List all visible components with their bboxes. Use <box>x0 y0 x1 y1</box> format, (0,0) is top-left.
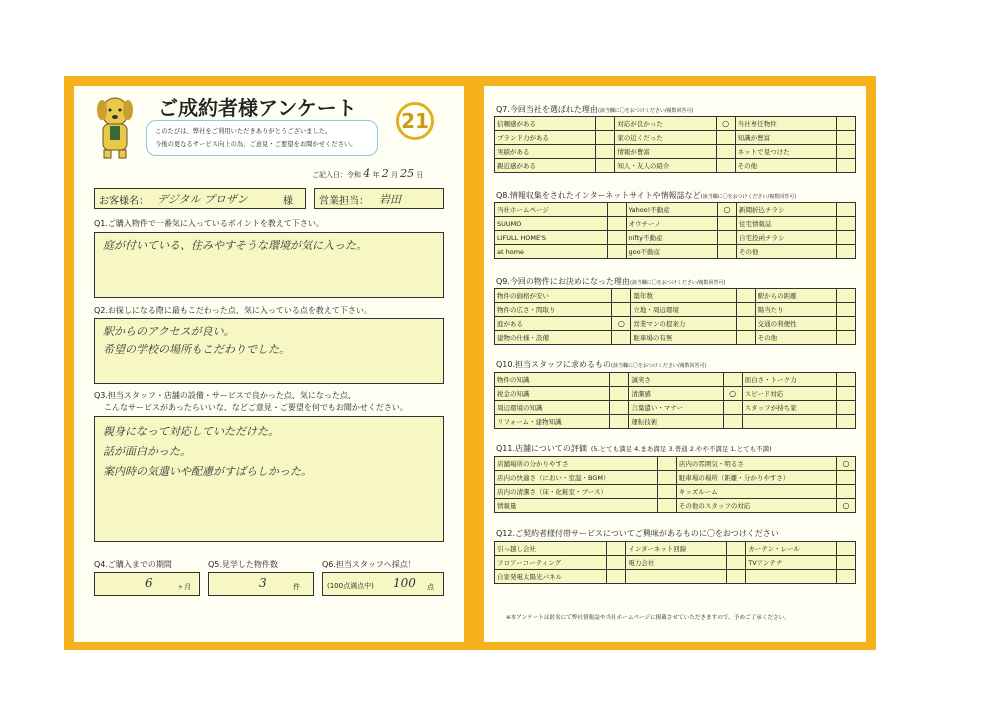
option-label: 立地・周辺環境 <box>631 303 736 317</box>
customer-name-field[interactable] <box>94 188 306 209</box>
q6-question: Q6.担当スタッフへ採点！ <box>322 560 416 569</box>
option-label: at home <box>495 245 608 259</box>
option-row <box>495 203 856 217</box>
speech-line: 今後の更なるサービス向上の為、ご意見・ご要望をお聞かせください。 <box>155 141 357 148</box>
option-row <box>495 387 856 401</box>
option-label: その他 <box>735 159 836 173</box>
q10-options-table <box>494 372 856 429</box>
q7-question-line <box>496 104 693 115</box>
option-label: 駐車場の場所（距離・分かりやすさ） <box>676 471 836 485</box>
answer-checkbox[interactable] <box>727 556 746 570</box>
answer-checkbox[interactable] <box>837 401 856 415</box>
option-row <box>495 401 856 415</box>
option-label: 電力会社 <box>626 556 727 570</box>
option-label: 言葉遣い・マナー <box>629 401 723 415</box>
q6-answer-field[interactable] <box>322 572 444 596</box>
option-row <box>495 289 856 303</box>
option-label: スタッフが持ち家 <box>742 401 836 415</box>
option-row <box>495 415 856 429</box>
option-label: 店舗場所の分かりやすさ <box>495 457 658 471</box>
option-row <box>495 499 856 513</box>
q3-answer-line: 話が面白かった。 <box>103 445 191 458</box>
q3-answer-field[interactable] <box>94 416 444 542</box>
answer-checkbox[interactable]: ○ <box>837 457 856 471</box>
option-label: ネットで見つけた <box>735 145 836 159</box>
option-label: 税金の知識 <box>495 387 610 401</box>
answer-checkbox[interactable] <box>837 415 856 429</box>
option-label: 周辺環境の知識 <box>495 401 610 415</box>
q12-question: Q12.ご契約者様付帯サービスについてご興味があるものに〇をおつけください <box>496 529 779 538</box>
option-label: オウチーノ <box>626 217 718 231</box>
answer-checkbox[interactable] <box>718 245 737 259</box>
q2-question: Q2.お探しになる際に最もこだわった点、気に入っている点を教えて下さい。 <box>94 306 372 315</box>
q1-answer: 庭が付いている、住みやすそうな環境が気に入った。 <box>103 239 367 252</box>
option-label: 駐車場の有無 <box>631 331 736 345</box>
answer-checkbox[interactable] <box>610 373 629 387</box>
answer-checkbox[interactable] <box>718 231 737 245</box>
option-label: 誠実さ <box>629 373 723 387</box>
option-label: 店内の快適さ（におい・室温・BGM） <box>495 471 658 485</box>
option-label: その他のスタッフの対応 <box>676 499 836 513</box>
date-year-unit: 年 <box>372 171 380 179</box>
q2-answer-line: 希望の学校の場所もこだわりでした。 <box>103 343 290 356</box>
answer-checkbox[interactable]: ○ <box>723 387 742 401</box>
answer-checkbox[interactable] <box>837 542 856 556</box>
option-label: 店内の清潔さ（床・化粧室・ブース） <box>495 485 658 499</box>
answer-checkbox[interactable] <box>736 303 755 317</box>
option-label: 陽当たり <box>755 303 836 317</box>
q8-options-table <box>494 202 856 259</box>
answer-checkbox[interactable] <box>607 245 626 259</box>
q10-question-line <box>496 359 707 370</box>
staff-label: 営業担当： <box>319 196 369 207</box>
option-label: スピード対応 <box>742 387 836 401</box>
option-label: インターネット回線 <box>626 542 727 556</box>
q4-unit: ヶ月 <box>177 583 191 591</box>
q10-hint: (該当欄に〇をおつけください/複数回答可) <box>611 363 707 369</box>
footer-note: ※本アンケートは匿名にて弊社情報誌や当社ホームページに掲載させていただきますので、予めご了承ください。 <box>506 615 790 621</box>
answer-checkbox[interactable] <box>837 570 856 584</box>
customer-honorific: 様 <box>283 196 293 207</box>
answer-checkbox[interactable] <box>657 485 676 499</box>
option-row <box>495 159 856 173</box>
option-label: 情報量 <box>495 499 658 513</box>
q11-scale: (5.とても満足 4.まあ満足 3.普通 2.やや不満足 1.とても不満) <box>590 445 772 453</box>
option-label: 当社ホームページ <box>495 203 608 217</box>
option-label: 運転技術 <box>629 415 723 429</box>
answer-checkbox[interactable] <box>837 471 856 485</box>
answer-checkbox[interactable] <box>610 401 629 415</box>
answer-checkbox[interactable] <box>610 415 629 429</box>
q8-hint: (該当欄に〇をおつけください/複数回答可) <box>700 194 797 200</box>
customer-label: お客様名： <box>99 196 149 207</box>
answer-checkbox[interactable] <box>718 217 737 231</box>
q9-options-table <box>494 288 856 345</box>
answer-checkbox[interactable] <box>723 373 742 387</box>
option-row <box>495 145 856 159</box>
option-label: 対応が良かった <box>615 117 716 131</box>
answer-checkbox[interactable] <box>837 387 856 401</box>
option-label: nifty不動産 <box>626 231 718 245</box>
option-label: 物件の知識 <box>495 373 610 387</box>
option-label: LIFULL HOME'S <box>495 231 608 245</box>
answer-checkbox[interactable] <box>837 317 856 331</box>
answer-checkbox[interactable] <box>607 203 626 217</box>
answer-checkbox[interactable] <box>596 117 615 131</box>
option-row <box>495 570 856 584</box>
option-row <box>495 373 856 387</box>
century21-logo: 21 <box>396 102 434 140</box>
option-label: 知識が豊富 <box>735 131 836 145</box>
right-panel <box>484 86 866 642</box>
answer-checkbox[interactable] <box>837 331 856 345</box>
answer-checkbox[interactable]: ○ <box>716 117 735 131</box>
date-day: 25 <box>400 167 415 180</box>
q3-question-line: Q3.担当スタッフ・店舗の設備・サービスで良かった点、気になった点、 <box>94 391 356 400</box>
option-label <box>746 570 837 584</box>
option-label <box>742 415 836 429</box>
option-label: 物件の価格が安い <box>495 289 612 303</box>
option-label <box>626 570 727 584</box>
option-label: 家の近くだった <box>615 131 716 145</box>
answer-checkbox[interactable] <box>716 131 735 145</box>
answer-checkbox[interactable] <box>837 556 856 570</box>
q11-question-line <box>496 443 772 454</box>
option-label: 交通の利便性 <box>755 317 836 331</box>
answer-checkbox[interactable] <box>837 303 856 317</box>
option-row <box>495 131 856 145</box>
q9-question: Q9.今回の物件にお決めになった理由 <box>496 277 630 286</box>
answer-checkbox[interactable] <box>837 203 856 217</box>
answer-checkbox[interactable] <box>610 387 629 401</box>
speech-line: このたびは、弊社をご利用いただきありがとうございました。 <box>155 128 332 135</box>
option-row <box>495 231 856 245</box>
option-label: 新聞折込チラシ <box>737 203 837 217</box>
answer-checkbox[interactable] <box>837 117 856 131</box>
answer-checkbox[interactable]: ○ <box>612 317 631 331</box>
option-label: goo不動産 <box>626 245 718 259</box>
option-label: 住宅情報誌 <box>737 217 837 231</box>
option-label: 情報が豊富 <box>615 145 716 159</box>
option-label: リフォーム・建物知識 <box>495 415 610 429</box>
answer-checkbox[interactable] <box>837 217 856 231</box>
q7-hint: (該当欄に〇をおつけください/複数回答可) <box>597 108 694 114</box>
q11-options-table <box>494 456 856 513</box>
q3-question-line: こんなサービスがあったらいいな、などご意見・ご要望を何でもお聞かせください。 <box>104 403 408 412</box>
option-label: 当社専任物件 <box>735 117 836 131</box>
option-label: 引っ越し会社 <box>495 542 607 556</box>
staff-name: 岩田 <box>379 193 401 206</box>
answer-checkbox[interactable] <box>837 373 856 387</box>
answer-checkbox[interactable] <box>607 231 626 245</box>
q6-unit: 点 <box>427 583 434 591</box>
option-row <box>495 303 856 317</box>
answer-checkbox[interactable] <box>612 289 631 303</box>
date-day-unit: 日 <box>416 171 424 179</box>
answer-checkbox[interactable] <box>736 317 755 331</box>
option-label: 駅からの距離 <box>755 289 836 303</box>
answer-checkbox[interactable] <box>716 145 735 159</box>
answer-checkbox[interactable] <box>837 159 856 173</box>
q6-value: 100 <box>393 576 416 590</box>
answer-checkbox[interactable] <box>596 131 615 145</box>
option-label: キッズルーム <box>676 485 836 499</box>
date-month: 2 <box>381 167 389 180</box>
option-row <box>495 457 856 471</box>
q2-answer-line: 駅からのアクセスが良い。 <box>103 325 235 338</box>
q6-note: (100点満点中) <box>327 582 374 590</box>
option-label: Yahoo!不動産 <box>626 203 718 217</box>
answer-checkbox[interactable]: ○ <box>837 499 856 513</box>
answer-checkbox[interactable] <box>596 159 615 173</box>
option-label: 庭がある <box>495 317 612 331</box>
option-label: 店内の雰囲気・明るさ <box>676 457 836 471</box>
answer-checkbox[interactable] <box>723 401 742 415</box>
q10-question: Q10.担当スタッフに求めるもの <box>496 360 612 369</box>
option-label: 親近感がある <box>495 159 596 173</box>
page-title: ご成約者様アンケート <box>158 96 357 120</box>
answer-checkbox[interactable] <box>596 145 615 159</box>
answer-checkbox[interactable] <box>736 289 755 303</box>
customer-name: デジタル プロザン <box>157 193 248 206</box>
q5-unit: 件 <box>293 583 300 591</box>
q9-hint: (該当欄に〇をおつけください/複数回答可) <box>629 280 726 286</box>
option-label: 築年数 <box>631 289 736 303</box>
q8-question: Q8.情報収集をされたインターネットサイトや情報誌など <box>496 191 701 200</box>
q2-answer-field[interactable] <box>94 318 444 384</box>
answer-checkbox[interactable] <box>837 289 856 303</box>
answer-checkbox[interactable] <box>657 457 676 471</box>
answer-checkbox[interactable] <box>727 542 746 556</box>
option-label: 物件の広さ・間取り <box>495 303 612 317</box>
option-label: 面白さ・トーク力 <box>742 373 836 387</box>
answer-checkbox[interactable]: ○ <box>718 203 737 217</box>
option-label: 営業マンの提案力 <box>631 317 736 331</box>
option-label: その他 <box>737 245 837 259</box>
option-label: その他 <box>755 331 836 345</box>
answer-checkbox[interactable] <box>837 485 856 499</box>
answer-checkbox[interactable] <box>837 231 856 245</box>
option-label: ブランド力がある <box>495 131 596 145</box>
dog-mascot-icon <box>88 92 142 162</box>
option-label: 知人・友人の紹介 <box>615 159 716 173</box>
answer-checkbox[interactable] <box>716 159 735 173</box>
option-row <box>495 556 856 570</box>
q4-question: Q4.ご購入までの期間 <box>94 560 172 569</box>
option-label: 自家発電太陽光パネル <box>495 570 607 584</box>
left-panel <box>74 86 464 642</box>
q1-answer-field[interactable] <box>94 232 444 298</box>
answer-checkbox[interactable] <box>837 131 856 145</box>
q7-question: Q7.今回当社を選ばれた理由 <box>496 105 598 114</box>
answer-checkbox[interactable] <box>607 570 626 584</box>
option-label: SUUMO <box>495 217 608 231</box>
q11-question: Q11.店舗についての評価 <box>496 444 587 453</box>
answer-checkbox[interactable] <box>837 245 856 259</box>
option-row <box>495 245 856 259</box>
speech-bubble <box>146 120 378 156</box>
answer-checkbox[interactable] <box>727 570 746 584</box>
answer-checkbox[interactable] <box>657 499 676 513</box>
option-label: カーテン・レール <box>746 542 837 556</box>
option-label: 信頼感がある <box>495 117 596 131</box>
q4-value: 6 <box>145 576 153 590</box>
option-label: 自宅投函チラシ <box>737 231 837 245</box>
answer-checkbox[interactable] <box>607 556 626 570</box>
answer-checkbox[interactable] <box>736 331 755 345</box>
option-row <box>495 117 856 131</box>
q8-question-line <box>496 190 796 201</box>
q3-answer-line: 親身になって対応していただけた。 <box>103 425 279 438</box>
q5-value: 3 <box>259 576 267 590</box>
answer-checkbox[interactable] <box>607 217 626 231</box>
date-month-unit: 月 <box>390 171 398 179</box>
date-year: 4 <box>363 167 371 180</box>
q9-question-line <box>496 276 725 287</box>
option-row <box>495 542 856 556</box>
option-label: 建物の仕様・設備 <box>495 331 612 345</box>
option-label: TVアンテナ <box>746 556 837 570</box>
q4-answer-field[interactable] <box>94 572 200 596</box>
option-row <box>495 317 856 331</box>
q12-options-table <box>494 541 856 584</box>
staff-name-field[interactable] <box>314 188 444 209</box>
option-row <box>495 471 856 485</box>
option-label: フロアーコーティング <box>495 556 607 570</box>
answer-checkbox[interactable] <box>723 415 742 429</box>
option-row <box>495 485 856 499</box>
option-row <box>495 331 856 345</box>
option-label: 実績がある <box>495 145 596 159</box>
q3-answer-line: 案内時の気遣いや配慮がすばらしかった。 <box>103 465 312 478</box>
date-label: ご記入日：令和 <box>312 171 361 179</box>
answer-checkbox[interactable] <box>837 145 856 159</box>
answer-checkbox[interactable] <box>657 471 676 485</box>
answer-checkbox[interactable] <box>612 303 631 317</box>
q1-question: Q1.ご購入物件で一番気に入っているポイントを教えて下さい。 <box>94 219 324 228</box>
q7-options-table <box>494 116 856 173</box>
q5-question: Q5.見学した物件数 <box>208 560 278 569</box>
option-row <box>495 217 856 231</box>
answer-checkbox[interactable] <box>607 542 626 556</box>
answer-checkbox[interactable] <box>612 331 631 345</box>
option-label: 清潔感 <box>629 387 723 401</box>
date-line <box>312 167 423 180</box>
q5-answer-field[interactable] <box>208 572 314 596</box>
